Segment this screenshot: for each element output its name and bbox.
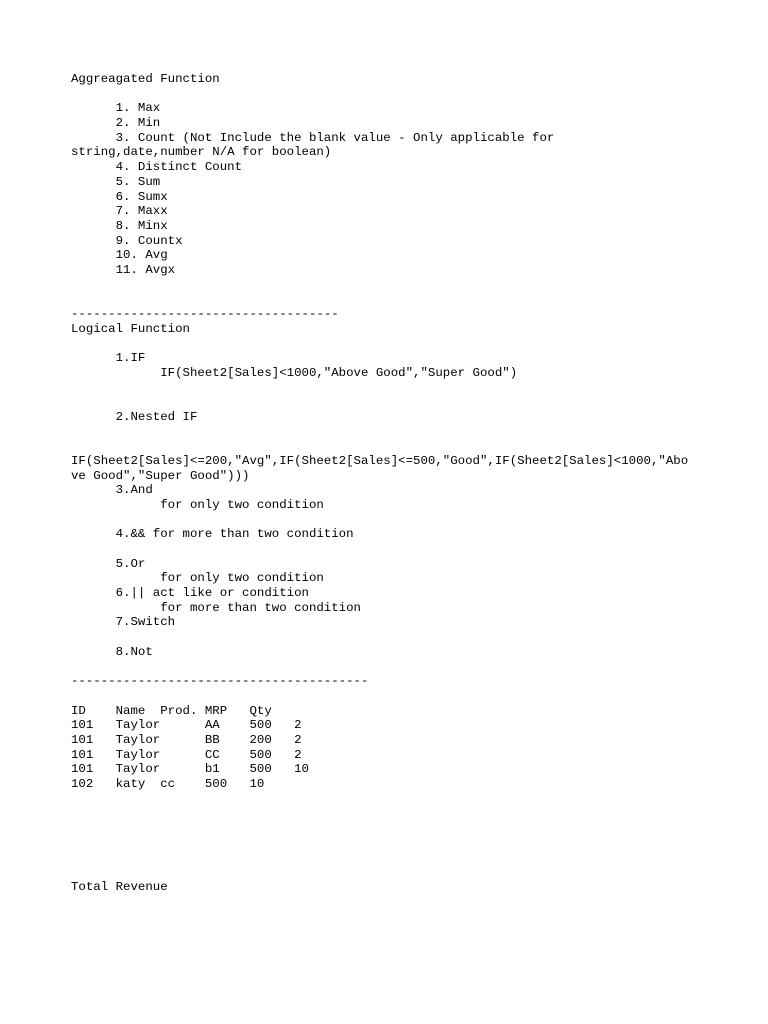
document-line: 5.Or xyxy=(71,556,146,571)
document-line: 2.Nested IF xyxy=(71,409,198,424)
document-line xyxy=(71,630,711,645)
document-line: ------------------------------------ xyxy=(71,307,339,321)
document-line: 4.&& for more than two condition xyxy=(71,527,354,542)
document-line: 10. Avg xyxy=(71,248,168,263)
document-line: Aggreagated Function xyxy=(71,72,220,86)
document-line xyxy=(71,542,711,557)
document-line xyxy=(71,792,711,807)
document-line xyxy=(71,836,711,851)
document-line: 11. Avgx xyxy=(71,262,176,277)
document-line xyxy=(71,87,711,102)
document-line: 2. Min xyxy=(71,116,161,131)
document-line xyxy=(71,513,711,528)
document-line: 7.Switch xyxy=(71,615,176,630)
document-line xyxy=(71,336,711,351)
document-line: ---------------------------------------- xyxy=(71,674,369,689)
document-line xyxy=(71,439,711,454)
document-line: for only two condition xyxy=(71,497,324,512)
document-line: 9. Countx xyxy=(71,233,183,248)
document-line xyxy=(71,425,711,440)
document-line: 1. Max xyxy=(71,101,161,116)
document-line: 101 Taylor AA 500 2 xyxy=(71,718,302,733)
document-line: 7. Maxx xyxy=(71,204,168,219)
document-line: 3.And xyxy=(71,483,153,498)
document-line xyxy=(71,806,711,821)
document-line xyxy=(71,380,711,395)
document-line xyxy=(71,865,711,880)
document-line: 101 Taylor b1 500 10 xyxy=(71,762,309,777)
document-line xyxy=(71,292,711,307)
document-line: 101 Taylor CC 500 2 xyxy=(71,747,302,762)
document-line xyxy=(71,821,711,836)
document-line: Logical Function xyxy=(71,321,190,336)
document-line: ve Good","Super Good"))) xyxy=(71,468,250,483)
text-document xyxy=(71,72,711,895)
document-line: ID Name Prod. MRP Qty xyxy=(71,703,272,718)
document-line: Total Revenue xyxy=(71,879,168,894)
document-line: for only two condition xyxy=(71,571,324,586)
document-line xyxy=(71,689,711,704)
document-line xyxy=(71,278,711,293)
document-line xyxy=(71,660,711,675)
document-line: 101 Taylor BB 200 2 xyxy=(71,732,302,747)
document-line: string,date,number N/A for boolean) xyxy=(71,145,332,160)
document-line: 6. Sumx xyxy=(71,189,168,204)
document-line: 102 katy cc 500 10 xyxy=(71,777,265,791)
document-line: for more than two condition xyxy=(71,600,361,615)
document-line: IF(Sheet2[Sales]<=200,"Avg",IF(Sheet2[Sales]<=500,"Good",IF(Sheet2[Sales]<1000,"Abo xyxy=(71,453,689,468)
document-line: 4. Distinct Count xyxy=(71,160,243,175)
document-line xyxy=(71,850,711,865)
document-line xyxy=(71,395,711,410)
document-line: 8. Minx xyxy=(71,218,168,233)
document-line: 5. Sum xyxy=(71,174,161,189)
document-line: IF(Sheet2[Sales]<1000,"Above Good","Super Good") xyxy=(71,365,518,380)
document-line: 8.Not xyxy=(71,644,153,659)
document-line: 1.IF xyxy=(71,351,146,366)
document-line: 3. Count (Not Include the blank value - Only applicable for xyxy=(71,130,555,145)
document-line: 6.|| act like or condition xyxy=(71,586,309,601)
